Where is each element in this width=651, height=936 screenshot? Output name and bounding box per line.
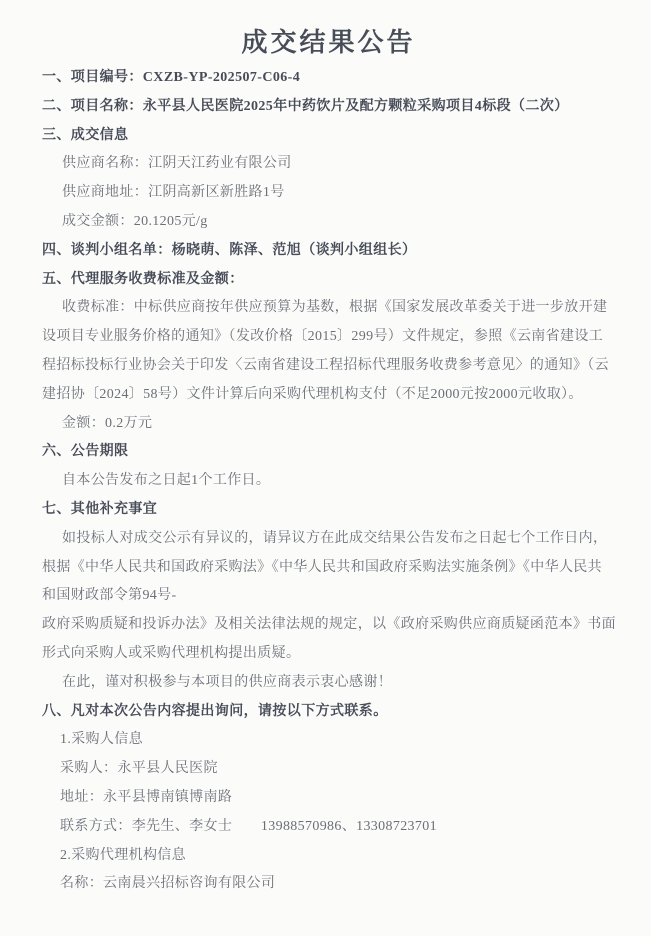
agency-name-line: 名称：云南晨兴招标咨询有限公司: [60, 876, 276, 892]
section-project-name: 二、项目名称：永平县人民医院2025年中药饮片及配方颗粒采购项目4标段（二次）: [42, 98, 569, 114]
fee-amount-line: 金额：0.2万元: [62, 415, 153, 431]
objection-line-4: 政府采购质疑和投诉办法》及相关法律法规的规定，以《政府采购供应商质疑函范本》书面: [42, 617, 616, 633]
purchaser-name-line: 采购人：永平县人民医院: [60, 761, 218, 777]
objection-line-5: 形式向采购人或采购代理机构提出质疑。: [42, 645, 301, 661]
announcement-period-line: 自本公告发布之日起1个工作日。: [62, 473, 271, 489]
section-award-info-heading: 三、成交信息: [42, 127, 129, 143]
purchaser-address-line: 地址：永平县博南镇博南路: [60, 789, 233, 805]
section-negotiation-team: 四、谈判小组名单：杨晓萌、陈泽、范旭（谈判小组组长）: [42, 242, 417, 258]
section-agency-fee-heading: 五、代理服务收费标准及金额：: [42, 271, 244, 287]
objection-line-3: 和国财政部令第94号-: [42, 588, 177, 604]
section-project-number: 一、项目编号：CXZB-YP-202507-C06-4: [42, 70, 301, 85]
fee-standard-line-3: 程招标投标行业协会关于印发〈云南省建设工程招标代理服务收费参考意见〉的通知》（云: [42, 357, 609, 373]
supplier-address-line: 供应商地址：江阴高新区新胜路1号: [62, 185, 285, 201]
objection-line-2: 根据《中华人民共和国政府采购法》《中华人民共和国政府采购法实施条例》《中华人民共: [42, 559, 602, 575]
award-amount-line: 成交金额：20.1205元/g: [62, 213, 208, 229]
fee-standard-line-4: 建招协〔2024〕58号）文件计算后向采购代理机构支付（不足2000元按2000元收取）。: [42, 386, 583, 402]
agency-info-label: 2.采购代理机构信息: [60, 847, 186, 863]
supplier-name-line: 供应商名称：江阴天江药业有限公司: [62, 156, 292, 172]
section-announcement-period-heading: 六、公告期限: [42, 444, 129, 460]
fee-standard-line-2: 设项目专业服务价格的通知》（发改价格〔2015〕299号）文件规定，参照《云南省建设工: [42, 329, 604, 345]
objection-line-1: 如投标人对成交公示有异议的，请异议方在此成交结果公告发布之日起七个工作日内，: [62, 530, 608, 546]
thanks-line: 在此，谨对积极参与本项目的供应商表示衷心感谢！: [62, 674, 393, 690]
section-contact-heading: 八、凡对本次公告内容提出询问，请按以下方式联系。: [42, 703, 388, 719]
document-title: 成交结果公告: [241, 28, 416, 57]
purchaser-info-label: 1.采购人信息: [60, 732, 143, 748]
fee-standard-line-1: 收费标准：中标供应商按年供应预算为基数，根据《国家发展改革委关于进一步放开建: [62, 300, 608, 316]
purchaser-contact-line: 联系方式：李先生、李女士 13988570986、13308723701: [60, 818, 437, 834]
section-other-matters-heading: 七、其他补充事宜: [42, 501, 158, 517]
